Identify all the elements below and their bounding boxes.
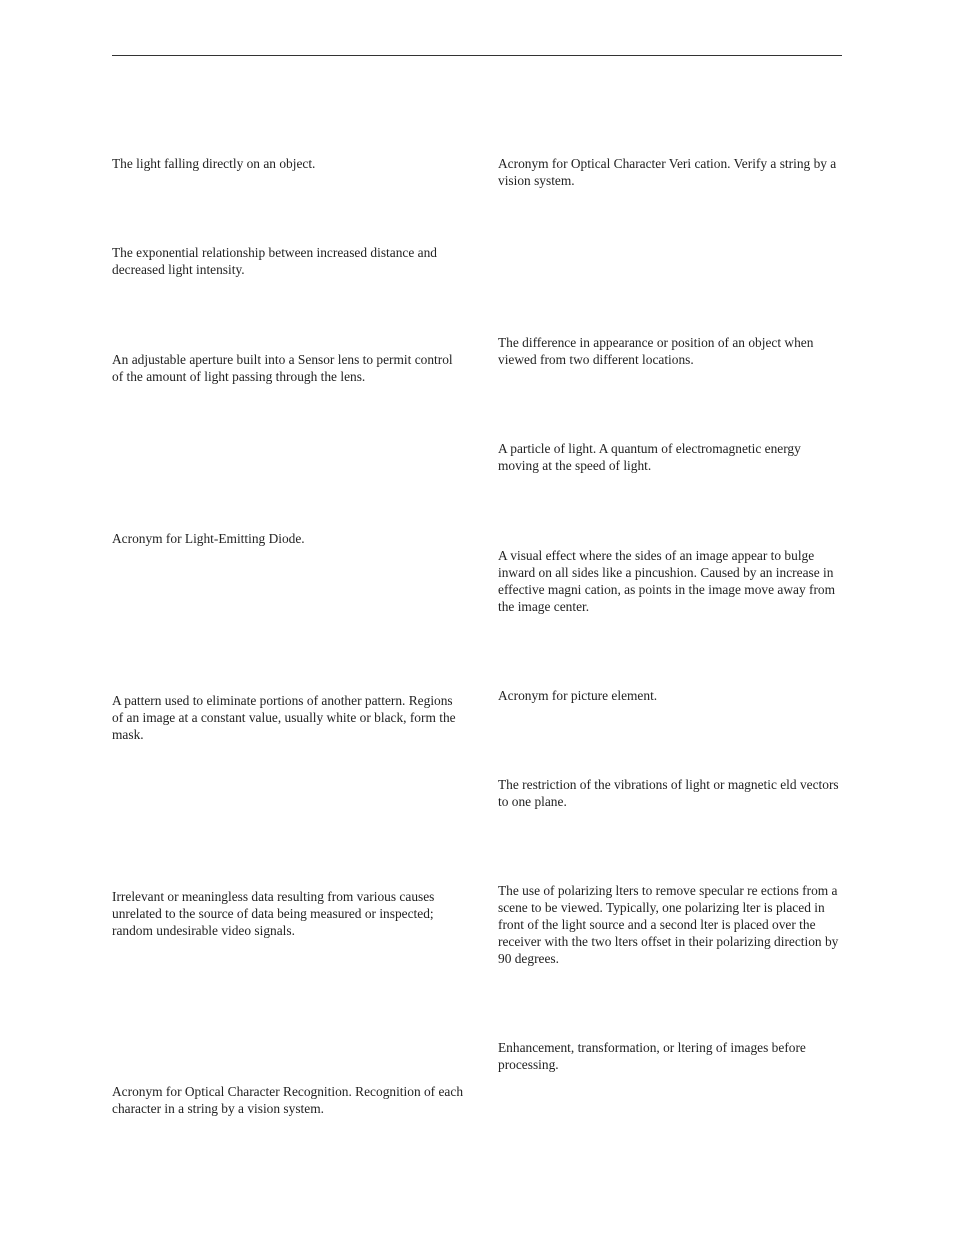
definition-noise: Irrelevant or meaningless data resulting from various causes unrelated to the source of data being measured or inspected; random undesirable video signals. — [112, 889, 435, 938]
definition-polarization: The restriction of the vibrations of light or magnetic eld vectors to one plane. — [498, 777, 839, 809]
definition-pixel: Acronym for picture element. — [498, 688, 658, 703]
definition-polarized-lighting: The use of polarizing lters to remove specular re ections from a scene to be viewed. Typically, one polarizing lter is placed in front of the light source and a second lter is placed over the receiver with the two lters offset in their polarizing direction by 90 degrees. — [498, 883, 839, 966]
definition-pincushion-distortion: A visual effect where the sides of an image appear to bulge inward on all sides like a pincushion. Caused by an increase in effective magni cation, as points in the image move away from the image center. — [498, 548, 836, 614]
definition-ocr: Acronym for Optical Character Recognition. Recognition of each character in a string by a vision system. — [112, 1084, 464, 1116]
definition-mask: A pattern used to eliminate portions of another pattern. Regions of an image at a constant value, usually white or black, form the mask. — [112, 693, 456, 742]
header-rule — [112, 55, 842, 56]
definition-led: Acronym for Light-Emitting Diode. — [112, 531, 305, 546]
definition-inverse-square-law: The exponential relationship between increased distance and decreased light intensity. — [112, 245, 437, 277]
definition-preprocessing: Enhancement, transformation, or ltering of images before processing. — [498, 1040, 806, 1072]
definition-ocv: Acronym for Optical Character Veri cation. Verify a string by a vision system. — [498, 156, 837, 188]
definition-iris: An adjustable aperture built into a Sensor lens to permit control of the amount of light passing through the lens. — [112, 352, 453, 384]
definition-photon: A particle of light. A quantum of electromagnetic energy moving at the speed of light. — [498, 441, 801, 473]
definition-incident-light: The light falling directly on an object. — [112, 156, 316, 171]
definition-parallax: The difference in appearance or position of an object when viewed from two different locations. — [498, 335, 814, 367]
